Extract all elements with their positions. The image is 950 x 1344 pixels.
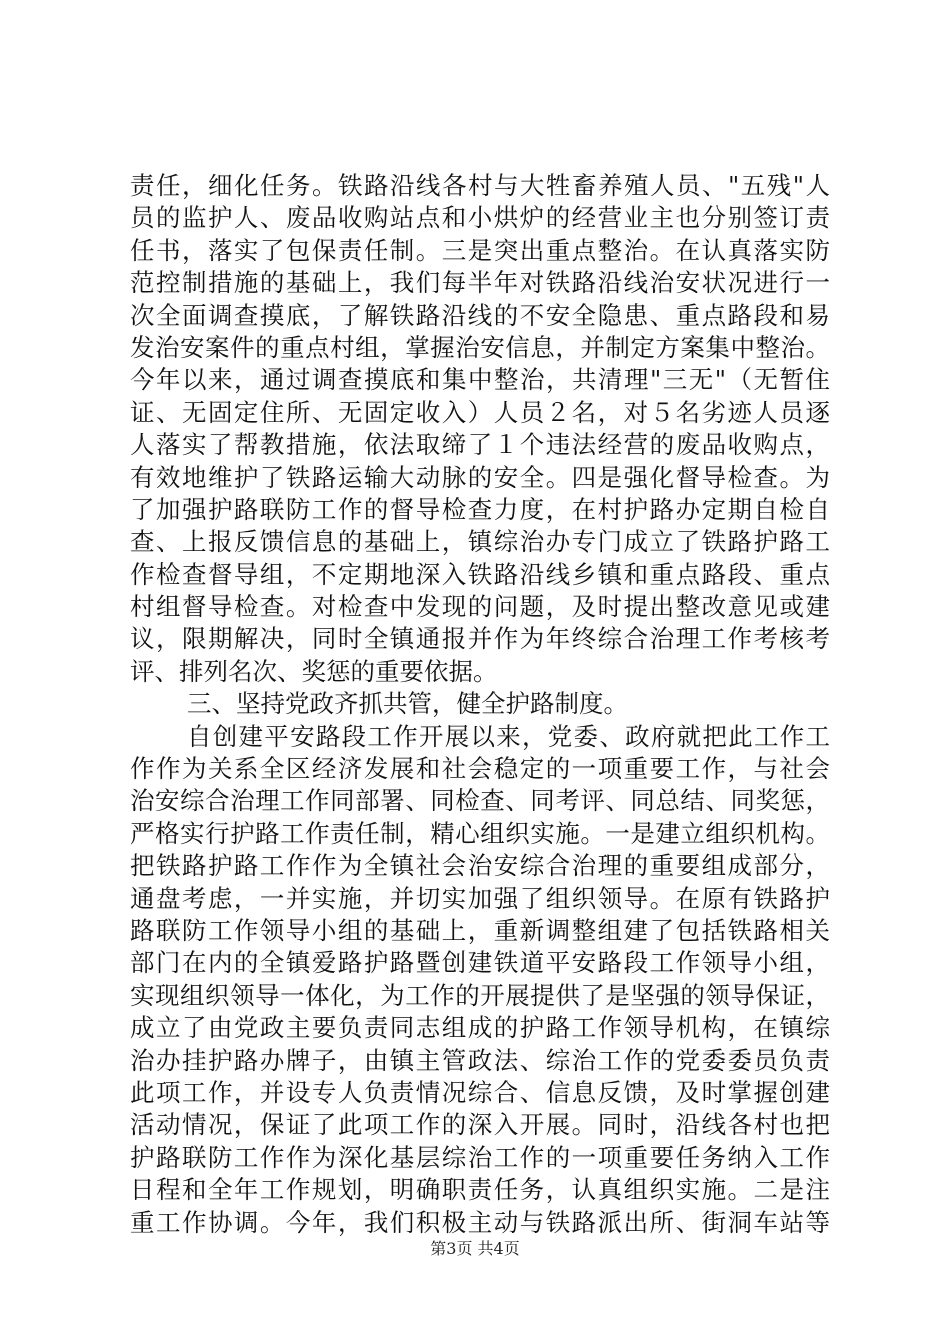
text-line: 路联防工作领导小组的基础上，重新调整组建了包括铁路相关 [130, 915, 830, 945]
text-line: 今年以来，通过调查摸底和集中整治，共清理"三无"（无暂住 [130, 365, 830, 395]
text-line: 作作为关系全区经济发展和社会稳定的一项重要工作，与社会 [130, 754, 830, 784]
text-line: 护路联防工作作为深化基层综治工作的一项重要任务纳入工作 [130, 1142, 830, 1172]
text-line: 员的监护人、废品收购站点和小烘炉的经营业主也分别签订责 [130, 203, 830, 233]
text-line: 活动情况，保证了此项工作的深入开展。同时，沿线各村也把 [130, 1110, 830, 1140]
text-line: 通盘考虑，一并实施，并切实加强了组织领导。在原有铁路护 [130, 883, 830, 913]
text-line: 议，限期解决，同时全镇通报并作为年终综合治理工作考核考 [130, 624, 830, 654]
text-line: 部门在内的全镇爱路护路暨创建铁道平安路段工作领导小组， [130, 948, 830, 978]
text-line: 证、无固定住所、无固定收入）人员２名，对５名劣迹人员逐 [130, 397, 830, 427]
text-line: 了加强护路联防工作的督导检查力度，在村护路办定期自检自 [130, 494, 830, 524]
text-line: 成立了由党政主要负责同志组成的护路工作领导机构，在镇综 [130, 1013, 830, 1043]
text-line: 有效地维护了铁路运输大动脉的安全。四是强化督导检查。为 [130, 462, 830, 492]
text-line: 重工作协调。今年，我们积极主动与铁路派出所、街洞车站等 [130, 1207, 830, 1237]
text-line: 发治安案件的重点村组，掌握治安信息，并制定方案集中整治。 [130, 332, 830, 362]
text-line: 此项工作，并设专人负责情况综合、信息反馈，及时掌握创建 [130, 1077, 830, 1107]
text-line: 作检查督导组，不定期地深入铁路沿线乡镇和重点路段、重点 [130, 559, 830, 589]
text-line: 把铁路护路工作作为全镇社会治安综合治理的重要组成部分， [130, 851, 830, 881]
text-line: 自创建平安路段工作开展以来，党委、政府就把此工作工 [187, 721, 830, 751]
text-line: 严格实行护路工作责任制，精心组织实施。一是建立组织机构。 [130, 818, 830, 848]
text-line: 三、坚持党政齐抓共管，健全护路制度。 [187, 689, 628, 719]
text-line: 人落实了帮教措施，依法取缔了１个违法经营的废品收购点， [130, 430, 830, 460]
text-line: 次全面调查摸底，了解铁路沿线的不安全隐患、重点路段和易 [130, 300, 830, 330]
text-line: 治办挂护路办牌子，由镇主管政法、综治工作的党委委员负责 [130, 1045, 830, 1075]
text-line: 责任，细化任务。铁路沿线各村与大牲畜养殖人员、"五残"人 [130, 171, 830, 200]
text-line: 任书，落实了包保责任制。三是突出重点整治。在认真落实防 [130, 235, 830, 265]
text-line: 评、排列名次、奖惩的重要依据。 [130, 656, 498, 686]
text-line: 村组督导检查。对检查中发现的问题，及时提出整改意见或建 [130, 592, 830, 622]
page-footer: 第3页 共4页 [430, 1239, 520, 1258]
text-line: 日程和全年工作规划，明确职责任务，认真组织实施。二是注 [130, 1175, 830, 1205]
text-line: 治安综合治理工作同部署、同检查、同考评、同总结、同奖惩， [130, 786, 830, 816]
text-line: 范控制措施的基础上，我们每半年对铁路沿线治安状况进行一 [130, 268, 830, 298]
body-text [130, 170, 830, 1239]
text-line: 实现组织领导一体化，为工作的开展提供了是坚强的领导保证， [130, 980, 830, 1010]
text-line: 查、上报反馈信息的基础上，镇综治办专门成立了铁路护路工 [130, 527, 830, 557]
